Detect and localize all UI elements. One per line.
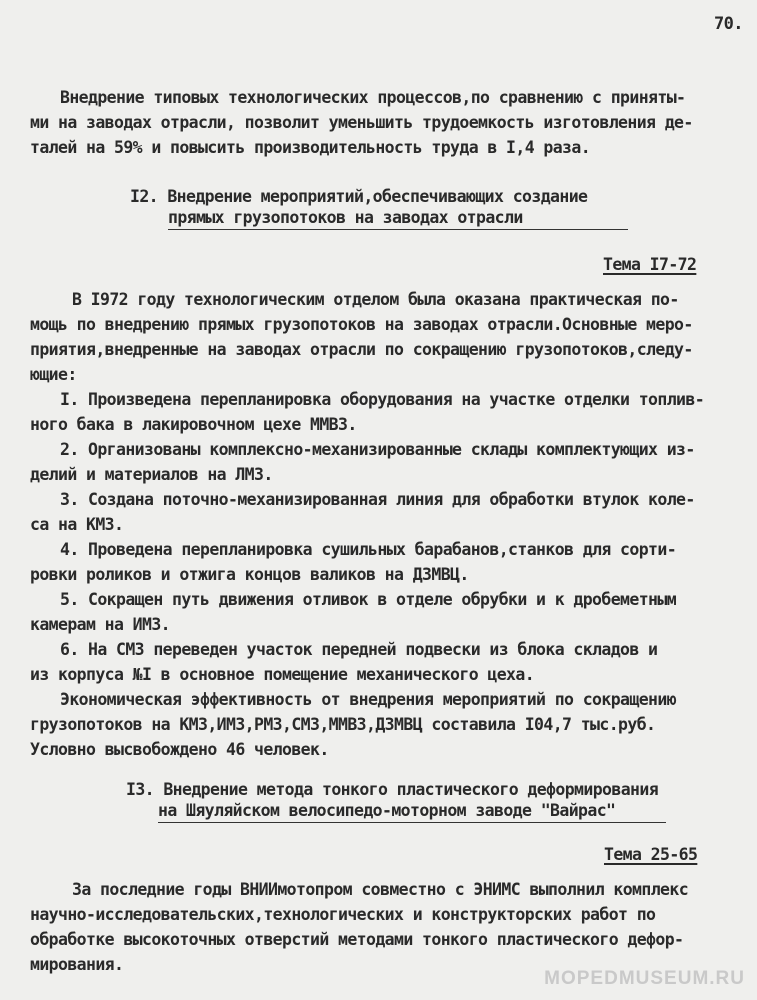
section-12-heading-underline — [168, 229, 628, 230]
s13-line-4: мирования. — [30, 955, 124, 974]
s12-line-4: ющие: — [30, 365, 77, 384]
s12-efficiency-line-1: Экономическая эффективность от внедрения мероприятий по сокращению — [60, 690, 677, 709]
s12-item-1-line-2: ного бака в лакировочном цехе ММВЗ. — [30, 415, 357, 434]
s12-item-3-line-2: са на КМЗ. — [30, 515, 124, 534]
s13-line-3: обработке высокоточных отверстий методами тонкого пластического дефор- — [30, 930, 684, 949]
s12-line-3: приятия,внедренные на заводах отрасли по сокращению грузопотоков,следу- — [30, 340, 693, 359]
s12-efficiency-line-3: Условно высвобождено 46 человек. — [30, 740, 329, 759]
s12-item-5-line-1: 5. Сокращен путь движения отливок в отделе обрубки и к дробеметным — [60, 590, 677, 609]
s12-item-2-line-2: делий и материалов на ЛМЗ. — [30, 465, 273, 484]
s12-item-4-line-2: ровки роликов и отжига концов валиков на ДЗМВЦ. — [30, 565, 469, 584]
s12-item-6-line-1: 6. На СМЗ переведен участок передней подвески из блока складов и — [60, 640, 658, 659]
s13-line-2: научно-исследовательских,технологических и конструкторских работ по — [30, 905, 656, 924]
s12-line-2: мощь по внедрению прямых грузопотоков на заводах отрасли.Основные меро- — [30, 315, 693, 334]
intro-line-1: Внедрение типовых технологических процессов,по сравнению с приняты- — [60, 88, 686, 107]
s12-item-5-line-2: камерам на ИМЗ. — [30, 615, 171, 634]
s12-item-2-line-1: 2. Организованы комплексно-механизированные склады комплектующих из- — [60, 440, 695, 459]
s12-item-6-line-2: из корпуса №I в основное помещение механического цеха. — [30, 665, 535, 684]
s12-item-3-line-1: 3. Создана поточно-механизированная линия для обработки втулок коле- — [60, 490, 695, 509]
s13-line-1: За последние годы ВНИИмотопром совместно с ЭНИМС выполнил комплекс — [72, 880, 689, 899]
s12-efficiency-line-2: грузопотоков на КМЗ,ИМЗ,РМЗ,СМЗ,ММВЗ,ДЗМВЦ составила I04,7 тыс.руб. — [30, 715, 656, 734]
section-13-heading-underline — [158, 822, 666, 823]
s12-item-1-line-1: I. Произведена перепланировка оборудования на участке отделки топлив- — [60, 390, 705, 409]
section-13-theme: Тема 25-65 — [604, 845, 698, 864]
intro-line-3: талей на 59% и повысить производительность труда в I,4 раза. — [30, 138, 591, 157]
intro-line-2: ми на заводах отрасли, позволит уменьшить трудоемкость изготовления де- — [30, 113, 693, 132]
s12-item-4-line-1: 4. Проведена перепланировка сушильных барабанов,станков для сорти- — [60, 540, 677, 559]
watermark: MOPEDMUSEUM.RU — [544, 968, 745, 989]
page-number: 70. — [714, 14, 743, 34]
section-12-heading-line-2: прямых грузопотоков на заводах отрасли — [168, 208, 523, 227]
section-13-heading-line-1: I3. Внедрение метода тонкого пластического деформирования — [126, 780, 659, 799]
section-12-theme: Тема I7-72 — [603, 255, 697, 274]
s12-line-1: В I972 году технологическим отделом была оказана практическая по- — [72, 290, 679, 309]
section-13-heading-line-2: на Шяуляйском велосипедо-моторном заводе "Вайрас" — [158, 801, 616, 820]
section-12-heading-line-1: I2. Внедрение мероприятий,обеспечивающих создание — [130, 187, 588, 206]
